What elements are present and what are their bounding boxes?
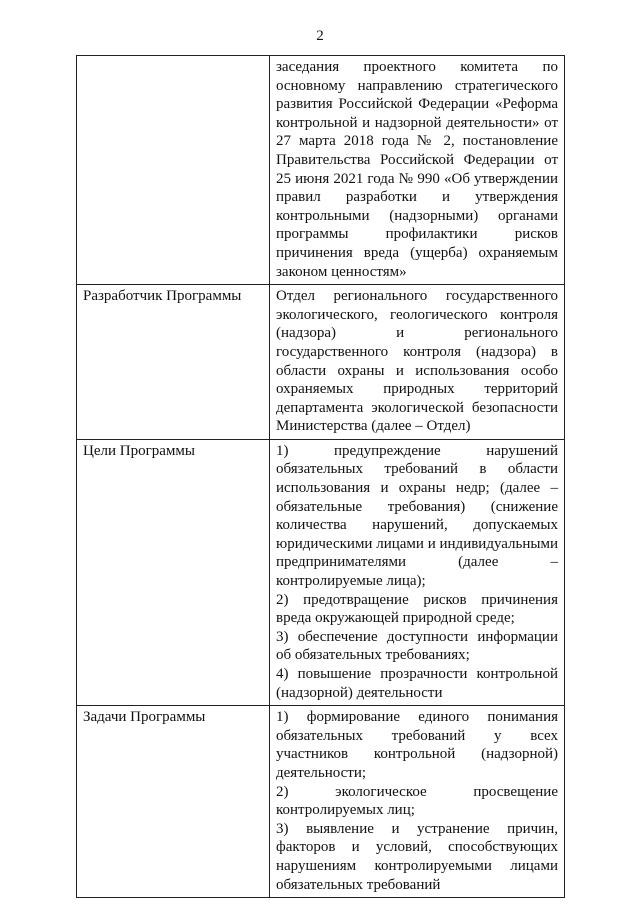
table-row <box>77 56 565 285</box>
row-content <box>270 439 565 705</box>
paragraph: 3) обеспечение доступности информации об обязательных требованиях; <box>276 628 558 664</box>
table-row <box>77 706 565 898</box>
paragraph: 1) формирование единого понимания обязательных требований у всех участников контрольной (надзорной) деятельности; <box>276 709 558 781</box>
program-passport-table <box>76 55 565 898</box>
row-label <box>77 56 270 285</box>
paragraph: 4) повышение прозрачности контрольной (надзорной) деятельности <box>276 666 558 701</box>
row-label: Задачи Программы <box>77 706 270 898</box>
paragraph: Отдел регионального государственного экологического, геологического контроля (надзора) и регионального государственного контроля (надзора) в области охраны и использования особо охраняемых природных территорий департамента экологической безопасности Министерства (далее – Отдел) <box>276 288 558 435</box>
row-label: Разработчик Программы <box>77 285 270 440</box>
table-row <box>77 285 565 440</box>
row-content <box>270 56 565 285</box>
paragraph: 1) предупреждение нарушений обязательных требований в области использования и охраны недр; (далее – обязательные требования) (снижение количества нарушений, допускаемых юридическими лицами и индивидуальными предпринимателями (далее – контролируемые лица); <box>276 442 558 590</box>
table-row <box>77 439 565 705</box>
paragraph: 2) предотвращение рисков причинения вреда окружающей природной среде; <box>276 591 558 627</box>
paragraph: 2) экологическое просвещение контролируемых лиц; <box>276 783 558 819</box>
paragraph: заседания проектного комитета по основному направлению стратегического развития Российской Федерации «Реформа контрольной и надзорной деятельности» от 27 марта 2018 года № 2, постановление Правительства Российской Федерации от 25 июня 2021 года № 990 «Об утверждении правил разработки и утверждения контрольными (надзорными) органами программы профилактики рисков причинения вреда (ущерба) охраняемым законом ценностям» <box>276 59 558 280</box>
row-content <box>270 285 565 440</box>
row-content <box>270 706 565 898</box>
page-number: 2 <box>316 28 324 44</box>
row-label: Цели Программы <box>77 439 270 705</box>
paragraph: 3) выявление и устранение причин, факторов и условий, способствующих нарушениям контролируемыми лицами обязательных требований <box>276 820 558 893</box>
